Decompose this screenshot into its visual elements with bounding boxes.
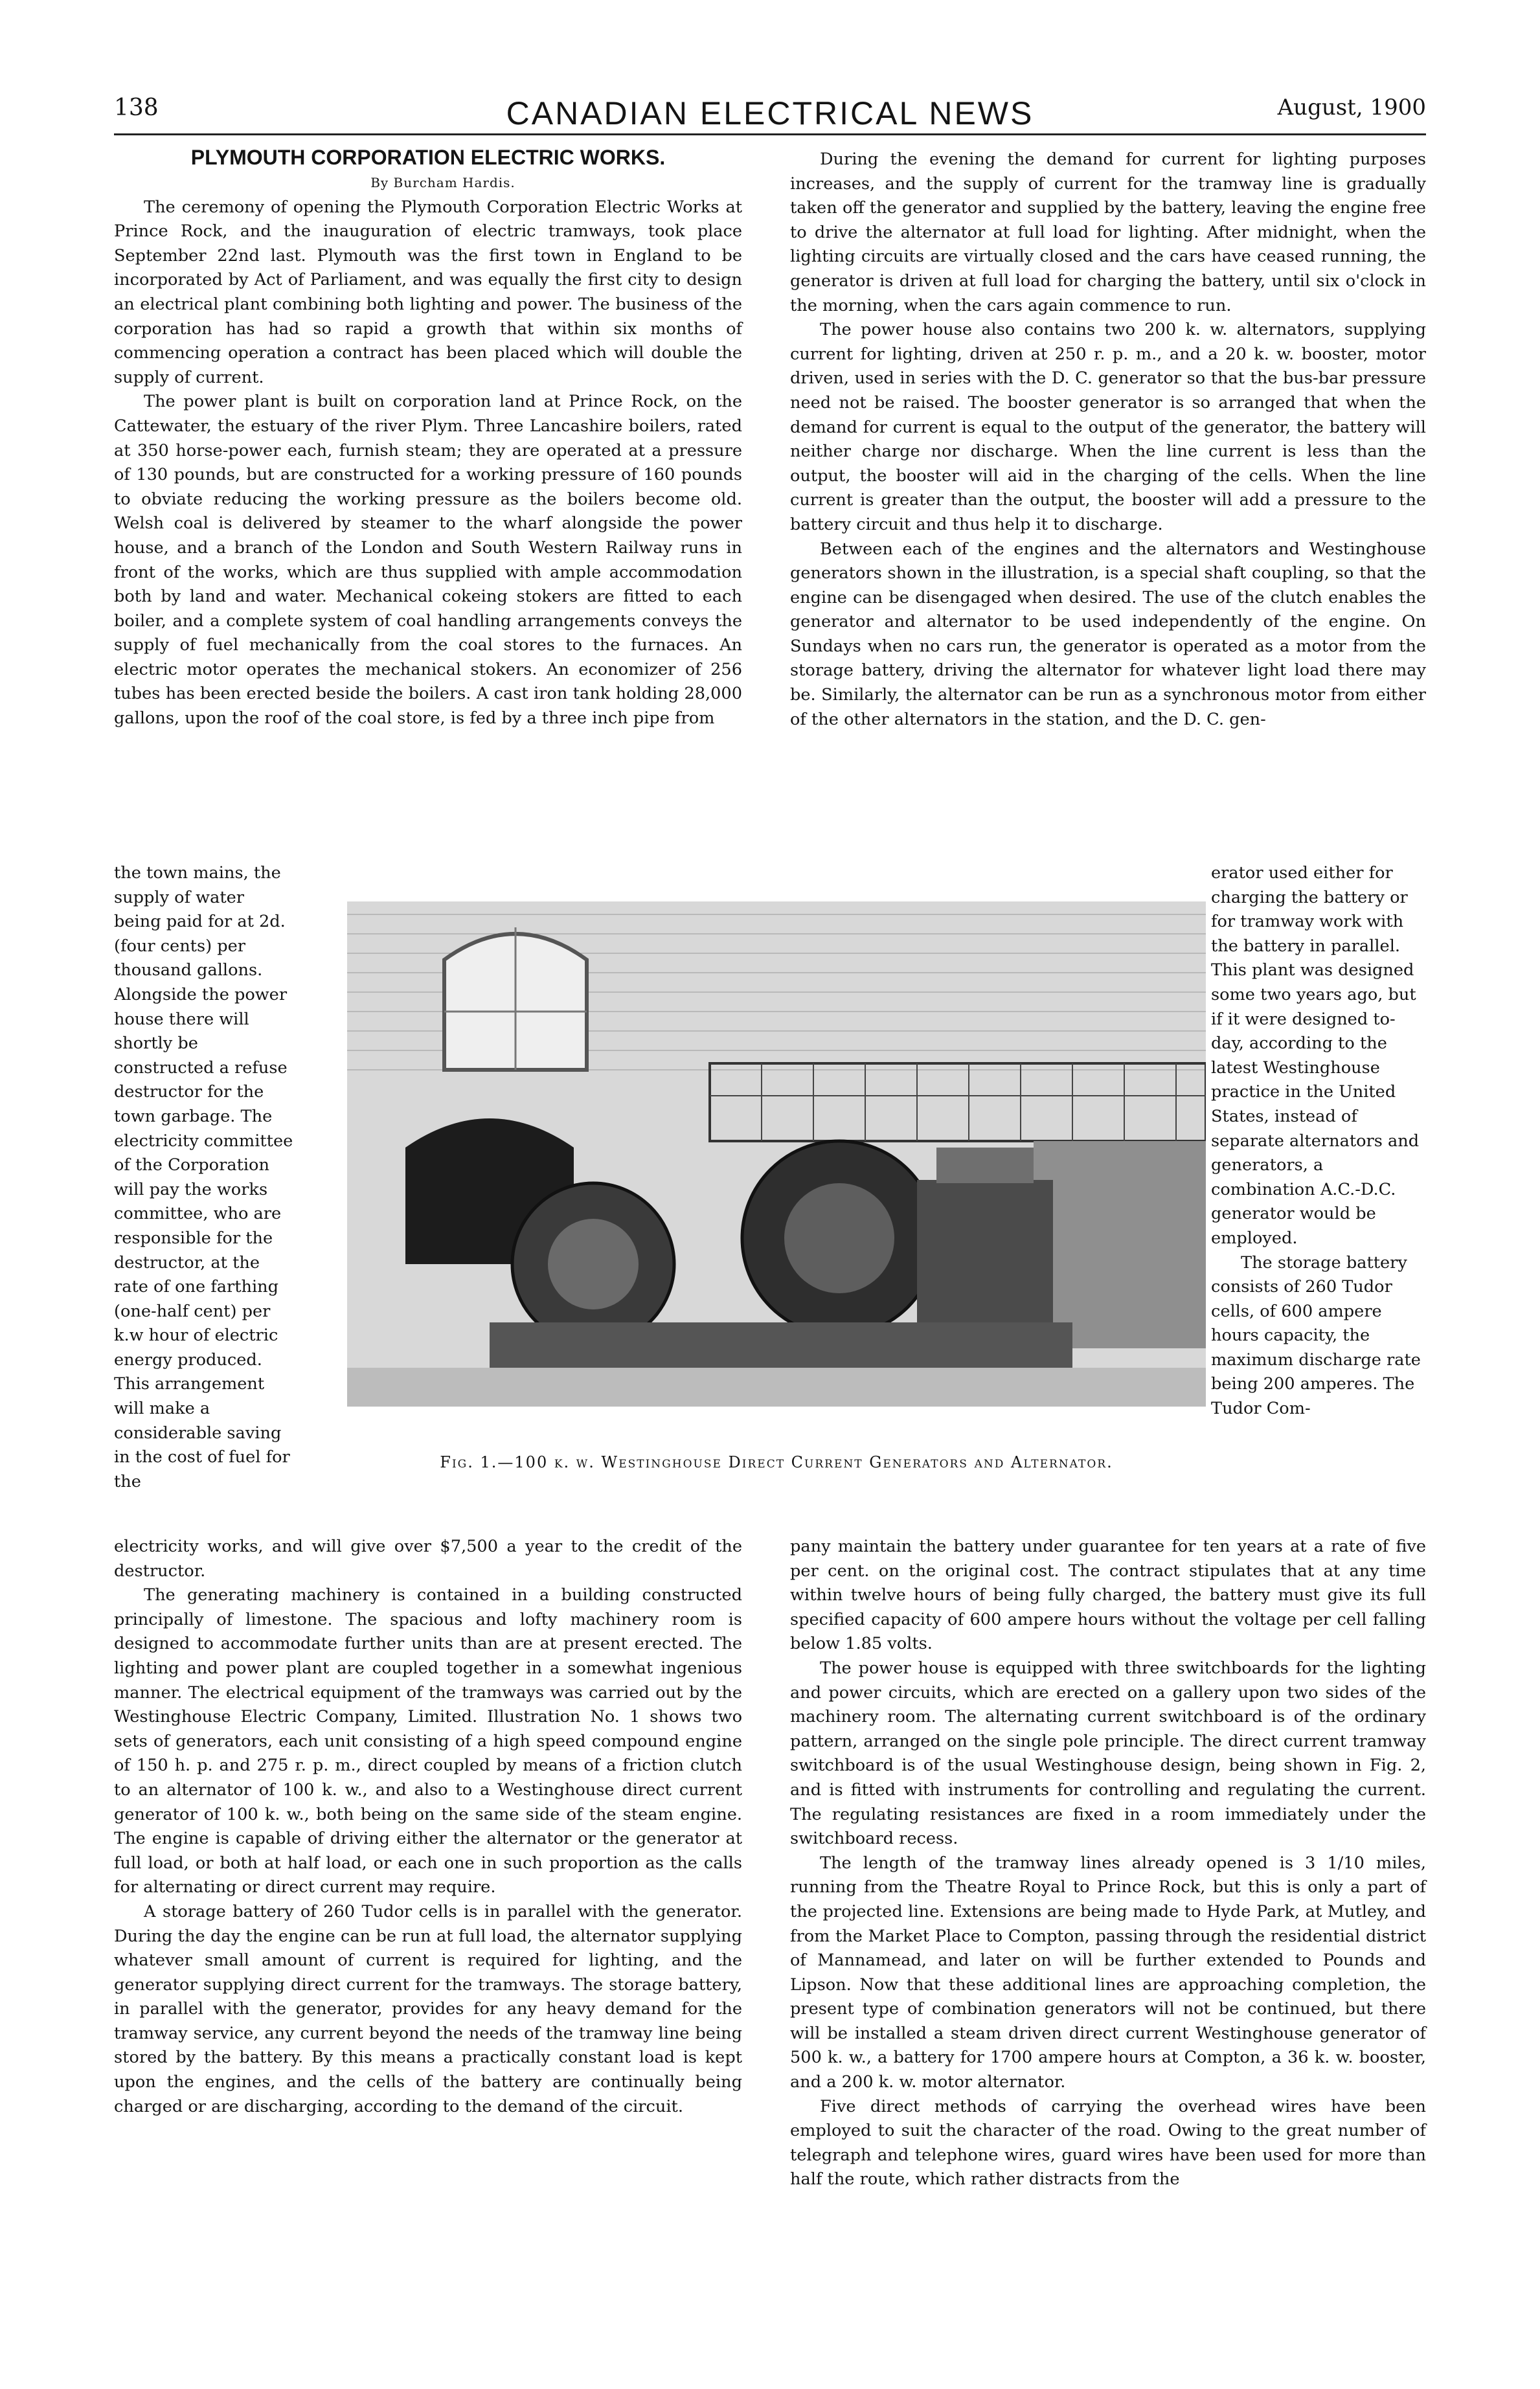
right-column-beside-figure — [1211, 861, 1426, 1421]
page-number: 138 — [114, 95, 159, 121]
article-title: PLYMOUTH CORPORATION ELECTRIC WORKS. — [190, 146, 666, 169]
paragraph: pany maintain the battery under guarantee for ten years at a rate of five per cent. on the original cost. The contract stipulates that at any time within twelve hours of being fully charged, the battery must give its full specified capacity of 600 ampere hours without the voltage per cell falling below 1.85 volts. — [790, 1537, 1426, 1654]
issue-date: August, 1900 — [1277, 95, 1426, 120]
paragraph: The power house also contains two 200 k. w. alternators, supplying current for lighting, driven at 250 r. p. m., and a 20 k. w. booster, motor driven, used in series with the D. C. generator so that the bus-bar pressure need not be raised. The booster generator is so arranged that when the demand for current is equal to the output of the generator, the battery will neither charge nor discharge. When the line current is less than the output, the booster will aid in the charging of the cells. When the line current is greater than the output, the booster will add a pressure to the battery circuit and thus help it to discharge. — [790, 320, 1426, 534]
generator-room-photograph — [347, 901, 1206, 1407]
paragraph: The ceremony of opening the Plymouth Corporation Electric Works at Prince Rock, and the inauguration of electric tramways, took place September 22nd last. Plymouth was the first town in England to be incorporated by Act of Parliament, and was equally the first city to design an electrical plant combining both lighting and power. The business of the corporation has had so rapid a growth that within six months of commencing operation a contract has been placed which will double the supply of current. — [114, 197, 742, 387]
machine-bedplate — [490, 1322, 1072, 1368]
right-column-bottom — [790, 1535, 1426, 2192]
paragraph: A storage battery of 260 Tudor cells is in parallel with the generator. During the day the engine can be run at full load, the alternator supplying whatever small amount of current is required for lighting, and the generator supplying direct current for the tramways. The storage battery, in parallel with the generator, provides for any heavy demand for the tramway service, any current beyond the needs of the tramway line being stored by the battery. By this means a practically constant load is kept upon the engines, and the cells of the battery are continually being charged or are discharging, according to the demand of the circuit. — [114, 1901, 742, 2116]
paragraph: The storage battery consists of 260 Tudor cells, of 600 ampere hours capacity, the maximum discharge rate being 200 amperes. The Tudor Com- — [1211, 1252, 1421, 1419]
paragraph: electricity works, and will give over $7,500 a year to the credit of the destructor. — [114, 1537, 742, 1581]
paragraph: erator used either for charging the battery or for tramway work with the battery in parallel. This plant was designed some two years ago, but if it were designed to-day, according to the latest Westinghouse practice in the United States, instead of separate alternators and generators, a combination A.C.-D.C. generator would be employed. — [1211, 863, 1420, 1248]
right-column-top — [790, 148, 1426, 732]
header-rule — [114, 133, 1426, 135]
article-byline: By Burcham Hardis. — [370, 175, 515, 190]
paragraph: Between each of the engines and the alternators and Westinghouse generators shown in the illustration, is a special shaft coupling, so that the engine can be disengaged when desired. The use of the clutch enables the generator and alternator to be used independently of the engine. On Sundays when no cars run, the generator is operated as a motor from the storage battery, driving the alternator for whatever light load there may be. Similarly, the alternator can be run as a synchronous motor from either of the other alternators in the station, and the D. C. gen- — [790, 539, 1426, 729]
masthead: CANADIAN ELECTRICAL NEWS — [506, 95, 1034, 131]
paragraph: the town mains, the supply of water being paid for at 2d. (four cents) per thousand gallons. Alongside the power house there will shortly be constructed a refuse destructor for the town garbage. The electricity committee of the Corporation will pay the works committee, who are responsible for the destructor, at the rate of one farthing (one-half cent) per k.w hour of electric energy produced. This arrangement will make a considerable saving in the cost of fuel for the — [114, 863, 293, 1491]
paragraph: Five direct methods of carrying the overhead wires have been employed to suit the character of the road. Owing to the great number of telegraph and telephone wires, guard wires have been used for more than half the route, which rather distracts from the — [790, 2096, 1426, 2190]
paragraph: The length of the tramway lines already opened is 3 1/10 miles, running from the Theatre Royal to Prince Rock, but this is only a part of the projected line. Extensions are being made to Hyde Park, at Mutley, and from the Market Place to Compton, passing through the residential district of Mannamead, and later on will be further extended to Pounds and Lipson. Now that these additional lines are approaching completion, the present type of combination generators will not be continued, but there will be installed a steam driven direct current Westinghouse generator of 500 k. w., a battery for 1700 ampere hours at Compton, a 36 k. w. booster, and a 200 k. w. motor alternator. — [790, 1853, 1426, 2092]
paragraph: The generating machinery is contained in a building constructed principally of limestone. The spacious and lofty machinery room is designed to accommodate further units than are at present erected. The lighting and power plant are coupled together in a somewhat ingenious manner. The electrical equipment of the tramways was carried out by the Westinghouse Electric Company, Limited. Illustration No. 1 shows two sets of generators, each unit consisting of a high speed compound engine of 150 h. p. and 275 r. p. m., direct coupled by means of a friction clutch to an alternator of 100 k. w., and also to a Westinghouse direct current generator of 100 k. w., both being on the same side of the steam engine. The engine is capable of driving either the alternator or the generator at full load, or both at half load, or each one in such proportion as the calls for alternating or direct current may require. — [114, 1585, 742, 1897]
paragraph: During the evening the demand for current for lighting purposes increases, and the supply of current for the tramway line is gradually taken off the generator and supplied by the battery, leaving the engine free to drive the alternator at full load for lighting. After midnight, when the lighting circuits are virtually closed and the cars have ceased running, the generator is driven at full load for charging the battery, until six o'clock in the morning, when the cars again commence to run. — [790, 150, 1426, 315]
figure-caption: Fig. 1.—100 k. w. Westinghouse Direct Current Generators and Alternator. — [440, 1453, 1113, 1471]
left-column-bottom — [114, 1535, 742, 2119]
paragraph: The power plant is built on corporation land at Prince Rock, on the Cattewater, the estuary of the river Plym. Three Lancashire boilers, rated at 350 horse-power each, furnish steam; they are operated at a pressure of 130 pounds, but are constructed for a working pressure of 160 pounds to obviate reducing the working pressure as the boilers become old. Welsh coal is delivered by steamer to the wharf alongside the power house, and a branch of the London and South Western Railway runs in front of the works, which are thus supplied with ample accommodation both by land and water. Mechanical cokeing stokers are fitted to each boiler, and a complete system of coal handling arrangements conveys the supply of fuel mechanically from the coal stores to the furnaces. An electric motor operates the mechanical stokers. An economizer of 256 tubes has been erected beside the boilers. A cast iron tank holding 28,000 gallons, upon the roof of the coal store, is fed by a three inch pipe from — [114, 392, 742, 729]
steam-engine — [917, 1180, 1053, 1322]
left-column-beside-figure — [114, 861, 295, 1494]
paragraph: The power house is equipped with three switchboards for the lighting and power circuits, which are erected on a gallery upon two sides of the machinery room. The alternating current switchboard is of the ordinary pattern, arranged on the single pole principle. The direct current tramway switchboard is of the usual Westinghouse design, being shown in Fig. 2, and is fitted with instruments for controlling and regulating the current. The regulating resistances are fixed in a room immediately under the switchboard recess. — [790, 1658, 1426, 1849]
left-column-top — [114, 144, 742, 731]
